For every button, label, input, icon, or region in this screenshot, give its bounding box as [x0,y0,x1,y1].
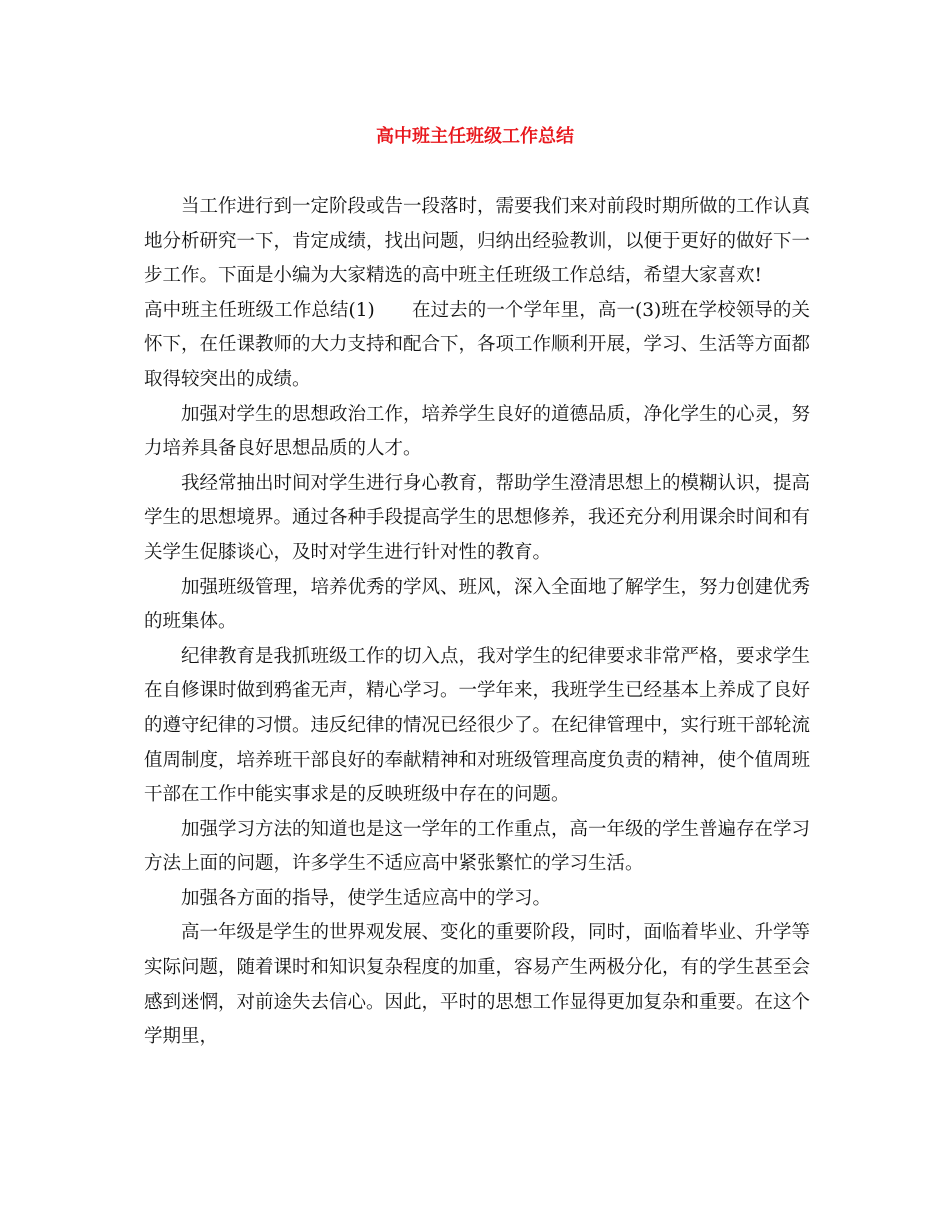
paragraph-education: 我经常抽出时间对学生进行身心教育，帮助学生澄清思想上的模糊认识，提高学生的思想境界。通过各种手段提高学生的思想修养，我还充分利用课余时间和有关学生促膝谈心，及时对学生进行针对性的教育。 [144,472,811,563]
paragraph-intro: 当工作进行到一定阶段或告一段落时，需要我们来对前段时期所做的工作认真地分析研究一下，肯定成绩，找出问题，归纳出经验教训，以便于更好的做好下一步工作。下面是小编为大家精选的高中班主任班级工作总结，希望大家喜欢! [144,196,811,287]
paragraph-guidance: 加强各方面的指导，使学生适应高中的学习。 [181,887,552,909]
paragraph-worldview: 高一年级是学生的世界观发展、变化的重要阶段，同时，面临着毕业、升学等实际问题，随着课时和知识复杂程度的加重，容易产生两极分化，有的学生甚至会感到迷惘，对前途失去信心。因此，平时的思想工作显得更加复杂和重要。在这个学期里， [144,922,811,1048]
document-title: 高中班主任班级工作总结 [376,126,574,147]
paragraph-study-methods: 加强学习方法的知道也是这一学年的工作重点，高一年级的学生普遍存在学习方法上面的问题，许多学生不适应高中紧张繁忙的学习生活。 [144,818,811,875]
paragraph-class-management: 加强班级管理，培养优秀的学风、班风，深入全面地了解学生，努力创建优秀的班集体。 [144,576,811,633]
paragraph-ideology: 加强对学生的思想政治工作，培养学生良好的道德品质，净化学生的心灵，努力培养具备良好思想品质的人才。 [144,403,811,460]
document-body [144,190,810,1055]
paragraph-section-1: 高中班主任班级工作总结(1) 在过去的一个学年里，高一(3)班在学校领导的关怀下，在任课教师的大力支持和配合下，各项工作顺利开展，学习、生活等方面都取得较突出的成绩。 [144,299,811,390]
paragraph-discipline: 纪律教育是我抓班级工作的切入点，我对学生的纪律要求非常严格，要求学生在自修课时做到鸦雀无声，精心学习。一学年来，我班学生已经基本上养成了良好的遵守纪律的习惯。违反纪律的情况已经很少了。在纪律管理中，实行班干部轮流值周制度，培养班干部良好的奉献精神和对班级管理高度负责的精神，使个值周班干部在工作中能实事求是的反映班级中存在的问题。 [144,645,811,806]
